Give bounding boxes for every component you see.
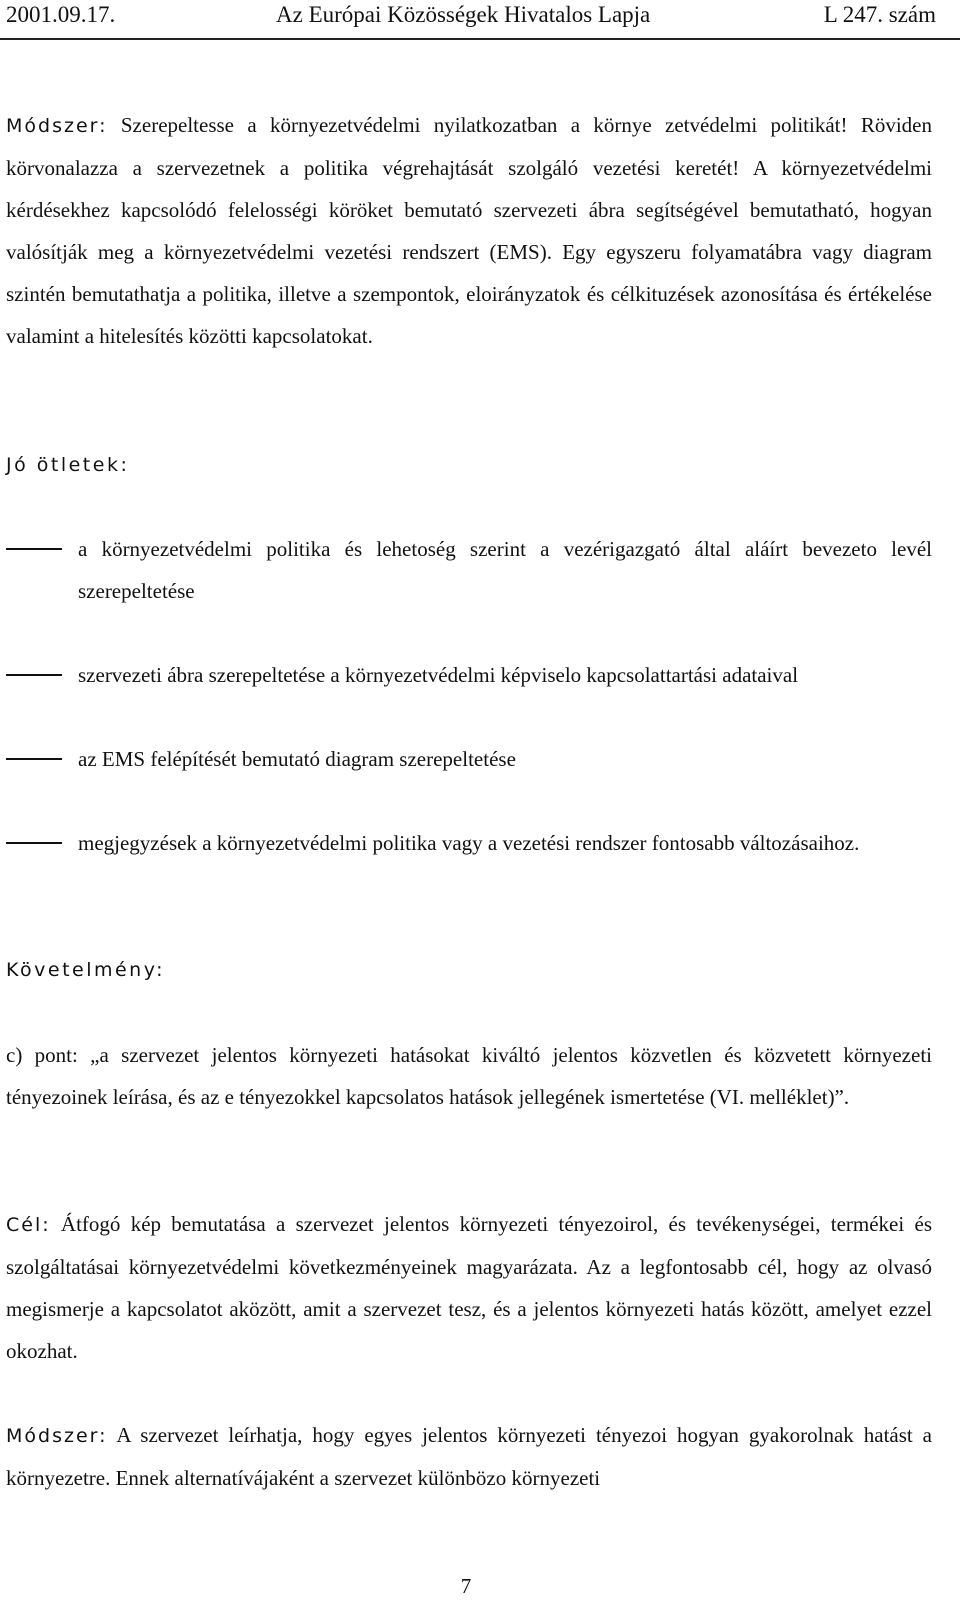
- header-issue-number: L 247. szám: [823, 2, 936, 27]
- dash-bullet: [6, 674, 62, 676]
- goal-label: Cél:: [6, 1214, 51, 1236]
- method-text: Szerepeltesse a környezetvédelmi nyilatkozatban a környe zetvédelmi politikát! Röviden körvonalazza a szervezetnek a politika végrehajtását szolgáló vezetési keretét! A környezetvédelmi kérdésekhez kapcsolódó felelosségi köröket bemutató szervezeti ábra segítségével bemutatható, hogyan valósítják meg a környezetvédelmi vezetési rendszert (EMS). Egy egyszeru folyamatábra vagy diagram szintén bemutathatja a politika, illetve a szempontok, eloirányzatok és célkituzések azonosítása és értékelése valamint a hitelesítés közötti kapcsolatokat.: [6, 113, 932, 348]
- requirement-heading: Követelmény:: [6, 959, 165, 981]
- tip-text: szervezeti ábra szerepeltetése a környezetvédelmi képviselo kapcsolattartási adataival: [78, 663, 799, 687]
- header-date: 2001.09.17.: [6, 2, 116, 27]
- page-number: 7: [460, 1574, 472, 1598]
- tip-text: az EMS felépítését bemutató diagram szerepeltetése: [78, 747, 516, 771]
- goal-text: Átfogó kép bemutatása a szervezet jelentos környezeti tényezoirol, és tevékenységei, termékei és szolgáltatásai környezetvédelmi következményeinek magyarázata. Az a legfontosabb cél, hogy az olvasó megismerje a kapcsolatot aközött, amit a szervezet tesz, és a jelentos környezeti hatás között, amelyet ezzel okozhat.: [6, 1212, 932, 1363]
- method-text-2: A szervezet leírhatja, hogy egyes jelentos környezeti tényezoi hogyan gyakorolnak hatást a környezetre. Ennek alternatívájaként a szervezet különbözo környezeti: [6, 1423, 933, 1490]
- tips-heading: Jó ötletek:: [6, 454, 130, 476]
- method-label: Módszer:: [6, 115, 108, 137]
- tip-text: a környezetvédelmi politika és lehetoség szerint a vezérigazgató által aláírt bevezeto levél szerepeltetése: [78, 537, 932, 603]
- method-paragraph-2: [6, 1414, 932, 1499]
- tip-text: megjegyzések a környezetvédelmi politika vagy a vezetési rendszer fontosabb változásaihoz.: [78, 831, 860, 855]
- page-header: [6, 2, 936, 36]
- dash-bullet: [6, 548, 62, 550]
- dash-bullet: [6, 758, 62, 760]
- method-paragraph: [6, 104, 932, 357]
- requirement-paragraph: c) pont: „a szervezet jelentos környezeti hatásokat kiváltó jelentos közvetlen és közvetett környezeti tényezoinek leírása, és az e tényezokkel kapcsolatos hatások jellegének ismertetése (VI. melléklet)”.: [6, 1043, 932, 1109]
- method-label-2: Módszer:: [6, 1425, 108, 1447]
- header-divider: [0, 38, 960, 40]
- header-journal-title: Az Európai Közösségek Hivatalos Lapja: [276, 2, 651, 27]
- dash-bullet: [6, 842, 62, 844]
- goal-paragraph: [6, 1203, 932, 1372]
